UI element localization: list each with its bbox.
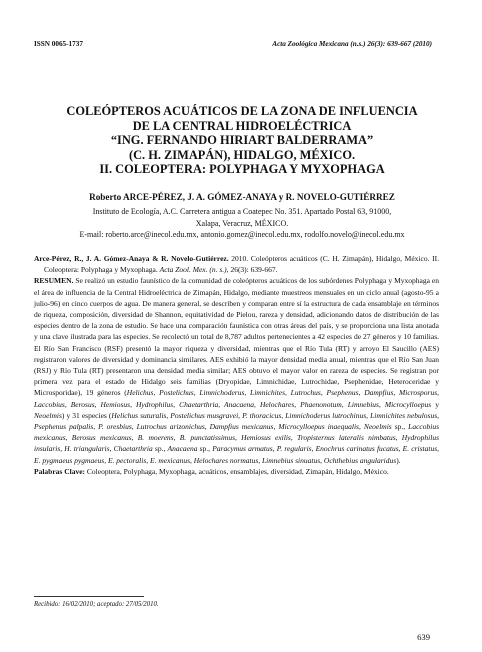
issn: ISSN 0065-1737 — [34, 40, 83, 48]
footnote-divider — [34, 596, 144, 597]
affiliation-line: Xalapa, Veracruz, MÉXICO. — [195, 218, 289, 228]
keywords — [34, 466, 439, 477]
citation — [34, 253, 439, 275]
abstract-text: ). — [396, 455, 401, 465]
species-list: Laccobius mexicanus, Berosus mexicanus, B. moerens, B. punctatissimus, Hemiosus exilis, Tropisternus lateralis nimbatus, Hydrophilus insularis, H. triangularis, Chaetarthria — [34, 422, 439, 454]
title-line: “ING. FERNANDO HIRIART BALDERRAMA” — [110, 133, 374, 148]
citation-journal: Acta Zool. Mex. (n. s.), — [159, 265, 229, 275]
abstract — [34, 275, 439, 465]
affiliation-line: Instituto de Ecología, A.C. Carretera antigua a Coatepec No. 351. Apartado Postal 63, 91000, — [92, 207, 392, 216]
abstract-label: RESUMEN. — [34, 276, 74, 286]
received-date: Recibido: 16/02/2010; aceptado: 27/05/2010. — [34, 601, 159, 608]
keywords-label: Palabras Clave: — [34, 466, 86, 476]
abstract-text: y — [431, 399, 439, 409]
species-list: Anacaena — [167, 444, 198, 454]
abstract-text: ) y 31 especies ( — [61, 410, 112, 420]
article-title — [40, 104, 444, 177]
title-line: COLEÓPTEROS ACUÁTICOS DE LA ZONA DE INFLUENCIA — [66, 104, 418, 118]
citation-volume: 26(3): 639-667. — [228, 265, 278, 275]
title-line: II. COLEOPTERA: POLYPHAGA Y MYXOPHAGA — [99, 162, 385, 177]
species-list: Paracymus armatus, P. regularis, Enochrus carinatus fucatus, E. cristatus, E. pygmaeus pygmaeus, E. pectoralis, E. mexicanus, Helochares normatus, Limnebius sinuatus, Ochthebius angularidus — [34, 444, 439, 465]
title-line: DE LA CENTRAL HIDROELÉCTRICA — [132, 118, 352, 133]
keywords-text: Coleoptera, Polyphaga, Myxophaga, acuáticos, ensamblajes, diversidad, Zimapán, Hidalgo, México. — [85, 466, 389, 476]
species-list: Helichus suturalis, Postelichus musgravei, P. thoracicus, Limnichoderus lutrochinus, Limnichites nebulosus, Psephenus palpalis, P. oresbius, Lutrochus arizonichus, Dampfius mexicanus, Microcylloepus inaequalis, Neoelmis — [34, 410, 440, 432]
email-line: E-mail: roberto.arce@inecol.edu.mx, antonio.gomez@inecol.edu.mx, rodolfo.novelo@inecol.edu.mx — [79, 230, 405, 240]
page-number: 639 — [417, 632, 430, 642]
citation-text: 2010. Coleópteros acuáticos (C. H. Zimapán), Hidalgo, México. II. Coleoptera: Polyphaga y Myxophaga. — [44, 254, 439, 275]
title-line: (C. H. ZIMAPÁN), HIDALGO, MÉXICO. — [128, 147, 356, 162]
article-body — [34, 253, 439, 477]
abstract-text: sp., — [152, 444, 168, 454]
abstract-text: sp., — [197, 444, 213, 454]
abstract-text: sp., — [391, 422, 409, 432]
citation-authors: Arce-Pérez, R., J. A. Gómez-Anaya & R. Novelo-Gutiérrez. — [34, 254, 229, 263]
running-header — [34, 40, 432, 52]
affiliation — [40, 206, 444, 241]
genus-name: Neoelmis — [34, 410, 62, 420]
genera-list: Helichus, Postelichus, Limnichoderus, Limnichites, Lutrochus, Psephenus, Dampfius, Microsporus, Laccobius, Berosus, Hemiosus, Hydrophilus, Chaetarthria, Anacaena, Helochares, Phaenonotum, Limnebius, Microcylloepus — [34, 388, 439, 409]
journal-reference: Acta Zoológica Mexicana (n.s.) 26(3): 639-667 (2010) — [272, 40, 432, 48]
abstract-text: Se realizó un estudio faunístico de la comunidad de coleópteros acuáticos de los subórdenes Polyphaga y Myxophaga en el área de influencia de la Central Hidroeléctrica de Zimapán, Hidalgo, mediante muestreos mensuales en un ciclo anual (agosto-95 a julio-96) en cinco cuerpos de agua. De manera general, se describen y comparan entre sí la estructura de cada ensamblaje en términos de riqueza, composición, diversidad de Shannon, equitatividad de Pielou, rareza y densidad, adicionando datos de distribución de las especies dentro de la zona de estudio. Se hace una comparación faunística con otras áreas del país, y se proporciona una lista anotada y una clave ilustrada para las especies. Se recolectó un total de 8,787 adultos pertenecientes a 42 especies de 27 géneros y 10 familias. El Río San Francisco (RSF) presentó la mayor riqueza y diversidad, mientras que el Río Tula (RT) y arroyo El Saucillo (AES) registraron valores de diversidad y dominancia similares. AES exhibió la mayor densidad media anual, mientras que el Río San Juan (RSJ) y Río Tula (RT) presentaron una densidad media similar; AES obtuvo el mayor valor en rareza de especies. Se registran por primera vez para el estado de Hidalgo seis familias (Dryopidae, Limnichidae, Lutrochidae, Psephenidae, Heteroceridae y Microsporidae), 19 géneros ( — [34, 276, 439, 398]
author-list: Roberto ARCE-PÉREZ, J. A. GÓMEZ-ANAYA y R. NOVELO-GUTIÉRREZ — [89, 192, 395, 202]
